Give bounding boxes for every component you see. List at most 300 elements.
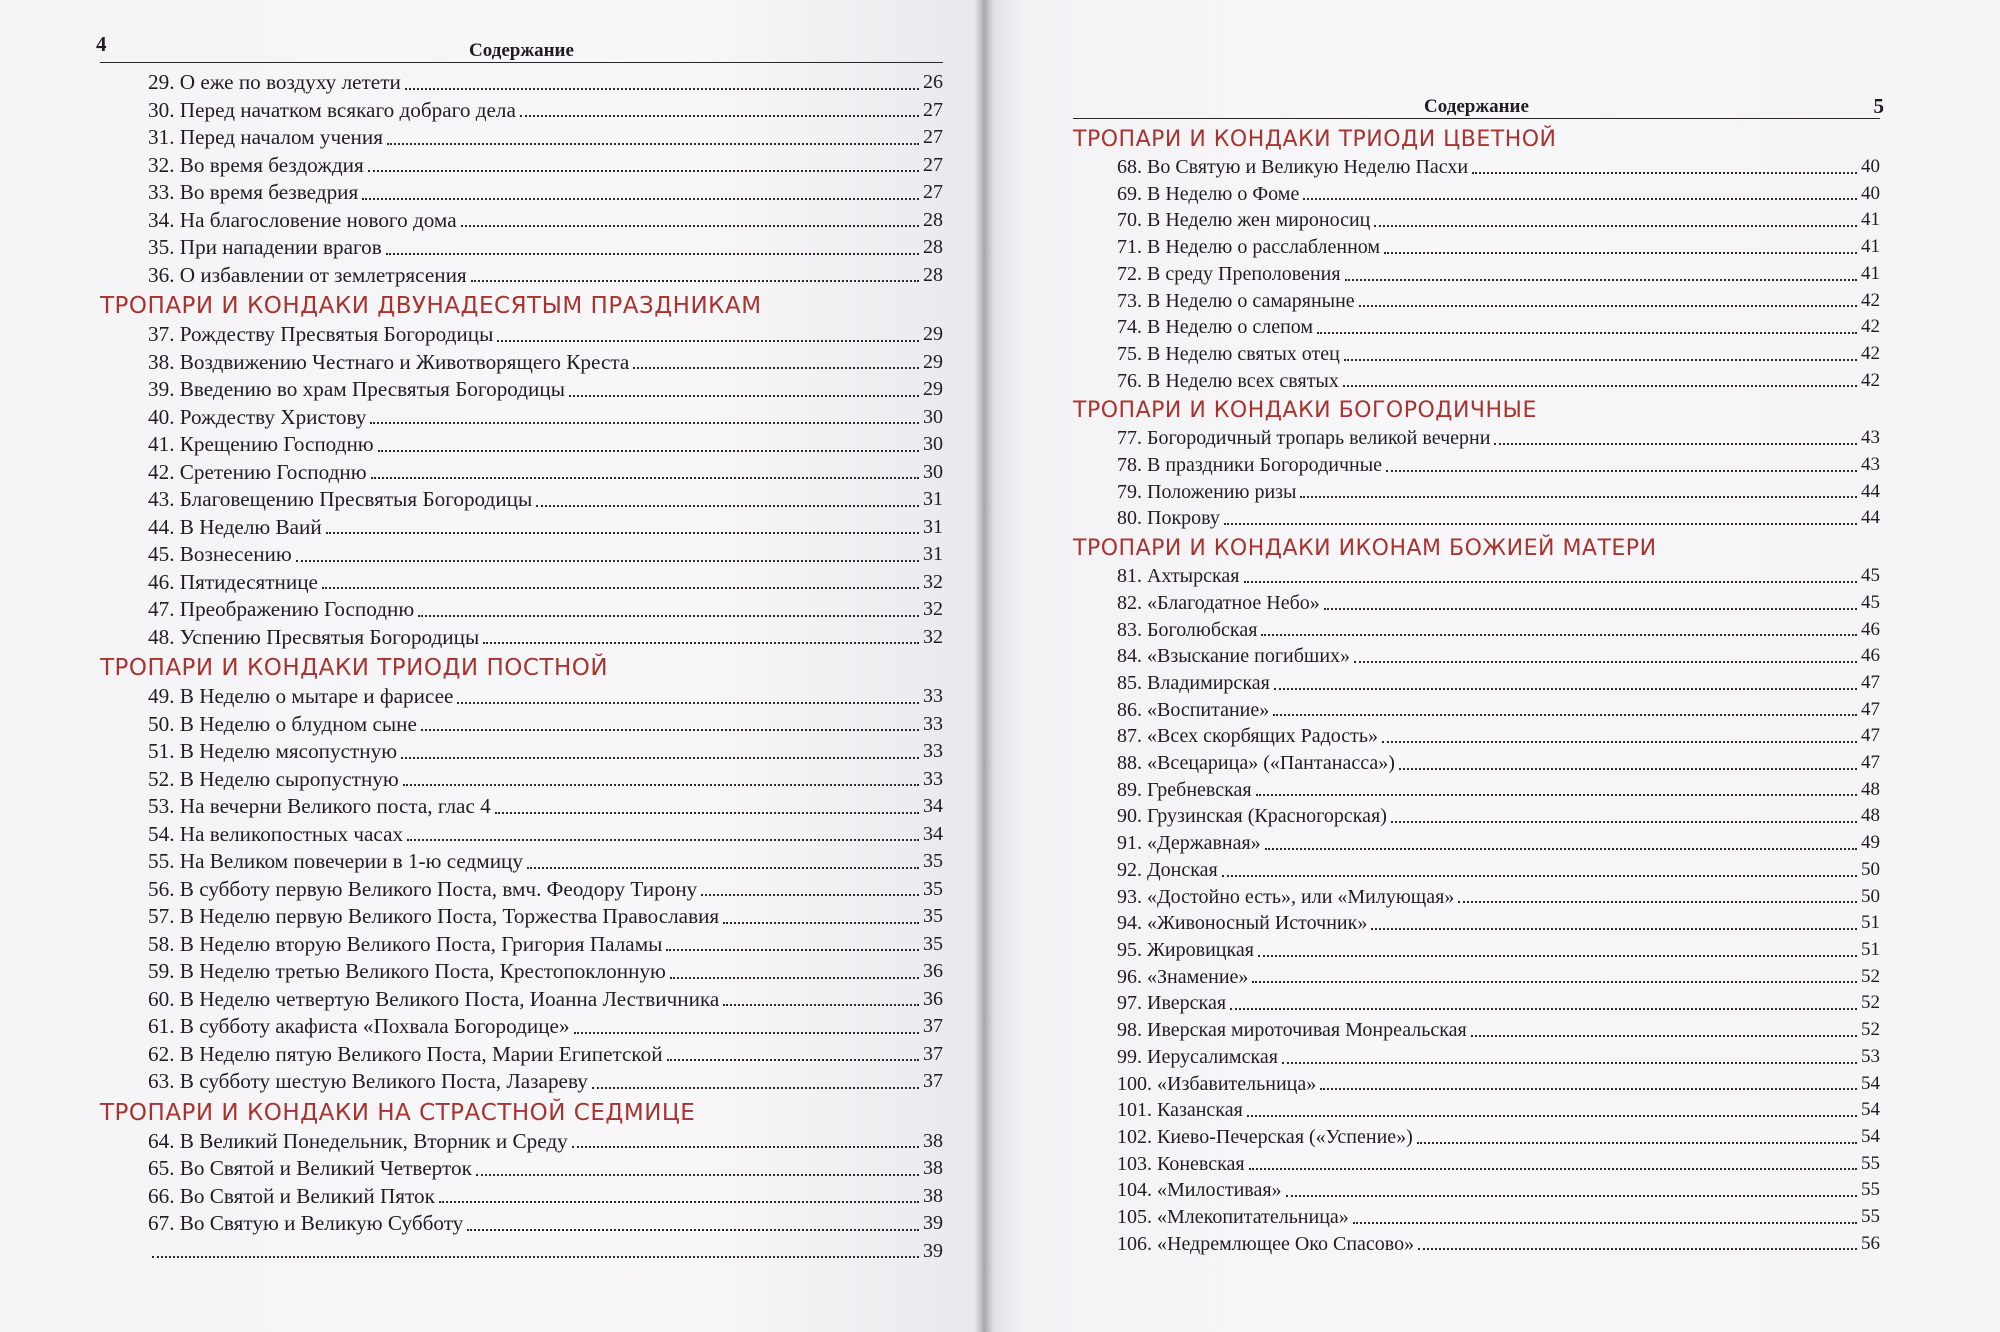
toc-entry-page: 34 <box>923 795 943 817</box>
page-header <box>1073 88 1884 119</box>
toc-entry-title: 34. На благословение нового дома <box>148 207 457 232</box>
toc-entry-page: 28 <box>923 208 943 231</box>
toc-entry-page: 29 <box>923 323 943 345</box>
toc-entry[interactable] <box>100 931 943 959</box>
toc-entry-title: 58. В Неделю вторую Великого Поста, Григория Паламы <box>148 931 663 956</box>
toc-entry-title: 64. В Великий Понедельник, Вторник и Среду <box>148 1128 568 1153</box>
toc-entry[interactable] <box>100 376 943 404</box>
dot-leader <box>701 894 919 896</box>
toc-entry[interactable] <box>100 404 943 432</box>
toc-entry-title: 29. О еже по воздуху летети <box>148 70 401 94</box>
toc-entry-title: 80. Покрову <box>1117 507 1220 530</box>
toc-entry[interactable] <box>1073 697 1880 724</box>
dot-leader <box>1458 901 1857 903</box>
toc-entry[interactable] <box>1073 207 1880 234</box>
toc-entry-title: 99. Иерусалимская <box>1117 1045 1278 1068</box>
left-page <box>0 0 983 1332</box>
toc-entry-page: 52 <box>1861 965 1880 987</box>
toc-entry-page: 28 <box>923 236 943 258</box>
toc-entry-title: 100. «Избавительница» <box>1117 1072 1317 1095</box>
toc-entry[interactable] <box>100 1128 943 1156</box>
toc-entry-title: 77. Богородичный тропарь великой вечерни <box>1117 427 1491 450</box>
header-title: Содержание <box>469 40 574 61</box>
toc-entry-title: 63. В субботу шестую Великого Поста, Лазареву <box>148 1069 588 1093</box>
toc-entry-title: 50. В Неделю о блудном сыне <box>148 711 417 736</box>
toc-entry[interactable] <box>1073 234 1880 261</box>
dot-leader <box>592 1087 919 1089</box>
toc-entry-page: 35 <box>923 905 943 927</box>
toc-entry-page: 42 <box>1861 316 1880 338</box>
toc-entry-page: 35 <box>923 877 943 900</box>
page-number: 4 <box>96 32 107 56</box>
toc-entry-page: 27 <box>923 98 943 121</box>
toc-entry-title: 79. Положению ризы <box>1117 480 1297 503</box>
toc-entry-title: 82. «Благодатное Небо» <box>1117 591 1320 614</box>
section-heading: ТРОПАРИ И КОНДАКИ ТРИОДИ ЦВЕТНОЙ <box>1073 127 1557 152</box>
toc-entry[interactable] <box>1073 643 1880 670</box>
table-of-contents <box>1073 127 1880 1257</box>
toc-entry-title: 101. Казанская <box>1117 1099 1243 1122</box>
toc-entry[interactable] <box>100 207 943 235</box>
toc-entry[interactable] <box>100 1013 943 1041</box>
toc-entry[interactable] <box>1073 505 1880 532</box>
dot-leader <box>1317 332 1857 334</box>
toc-entry-title: 83. Боголюбская <box>1117 618 1258 641</box>
dot-leader <box>476 1174 919 1176</box>
dot-leader <box>497 340 919 342</box>
toc-entry-page: 26 <box>923 71 943 93</box>
toc-entry[interactable] <box>100 596 943 624</box>
section-heading: ТРОПАРИ И КОНДАКИ ИКОНАМ БОЖИЕЙ МАТЕРИ <box>1073 536 1657 562</box>
toc-entry-title: 48. Успению Пресвятыя Богородицы <box>148 624 480 649</box>
toc-entry[interactable] <box>1073 617 1880 644</box>
toc-entry-title: 51. В Неделю мясопустную <box>148 739 398 763</box>
dot-leader <box>569 395 919 397</box>
toc-entry[interactable] <box>100 766 943 794</box>
toc-entry-page: 40 <box>1861 156 1880 177</box>
toc-entry-page: 48 <box>1861 805 1880 827</box>
toc-entry-title: 32. Во время бездождия <box>148 152 364 177</box>
toc-entry-page: 33 <box>923 767 943 790</box>
dot-leader <box>1494 443 1857 445</box>
toc-entry-page: 43 <box>1861 427 1880 449</box>
toc-entry[interactable] <box>1073 479 1880 506</box>
toc-entry-title: 47. Преображению Господню <box>148 597 415 621</box>
toc-entry[interactable] <box>100 541 943 569</box>
toc-entry[interactable] <box>100 124 943 152</box>
dot-leader <box>1324 608 1857 610</box>
toc-entry[interactable] <box>1073 1017 1880 1044</box>
dot-leader <box>723 1004 919 1006</box>
dot-leader <box>1261 634 1857 636</box>
toc-entry-title: 76. В Неделю всех святых <box>1117 369 1339 392</box>
toc-entry-title: 49. В Неделю о мытаре и фарисее <box>148 684 454 708</box>
toc-entry[interactable] <box>1073 341 1880 368</box>
page-number: 5 <box>1873 94 1884 118</box>
toc-entry-page: 38 <box>923 1184 943 1207</box>
toc-entry[interactable] <box>1073 314 1880 341</box>
dot-leader <box>1282 1062 1857 1064</box>
toc-entry[interactable] <box>100 321 943 349</box>
toc-entry-title: 106. «Недремлющее Око Спасово» <box>1117 1232 1415 1255</box>
toc-entry-title: 59. В Неделю третью Великого Поста, Крестопоклонную <box>148 959 666 983</box>
toc-entry-title: 69. В Неделю о Фоме <box>1117 182 1300 205</box>
toc-entry[interactable] <box>100 1155 943 1183</box>
section-heading: ТРОПАРИ И КОНДАКИ НА СТРАСТНОЙ СЕДМИЦЕ <box>100 1099 696 1126</box>
toc-entry[interactable] <box>100 1041 943 1069</box>
toc-entry[interactable] <box>100 821 943 849</box>
toc-entry-title: 71. В Неделю о расслабленном <box>1117 236 1381 259</box>
toc-entry[interactable] <box>100 848 943 876</box>
toc-entry-page: 45 <box>1861 565 1880 587</box>
toc-entry[interactable] <box>100 683 943 711</box>
dot-leader <box>1371 928 1857 930</box>
toc-entry-title: 56. В субботу первую Великого Поста, вмч. Феодору Тирону <box>148 876 698 901</box>
dot-leader <box>326 532 919 534</box>
toc-entry-page: 47 <box>1861 725 1880 747</box>
toc-entry[interactable] <box>1073 181 1880 208</box>
toc-entry-title: 98. Иверская мироточивая Монреальская <box>1117 1019 1467 1042</box>
dot-leader <box>386 253 919 255</box>
dot-leader <box>403 784 919 786</box>
toc-entry-page: 56 <box>1861 1232 1880 1254</box>
toc-entry-page: 36 <box>923 960 943 982</box>
toc-entry-title: 30. Перед начатком всякаго добраго дела <box>148 97 516 122</box>
dot-leader <box>387 143 919 145</box>
dot-leader <box>371 477 919 479</box>
toc-entry[interactable] <box>1073 288 1880 315</box>
toc-entry[interactable] <box>1073 857 1880 884</box>
toc-entry-page: 33 <box>923 712 943 735</box>
toc-entry-page: 40 <box>1861 182 1880 204</box>
toc-entry[interactable] <box>100 486 943 514</box>
toc-entry[interactable] <box>1073 990 1880 1017</box>
toc-entry-page: 55 <box>1861 1206 1880 1228</box>
toc-entry-page: 31 <box>923 515 943 538</box>
dot-leader <box>378 450 919 452</box>
dot-leader <box>572 1146 919 1148</box>
toc-entry-page: 30 <box>923 405 943 428</box>
toc-entry-title: 68. Во Святую и Великую Неделю Пасхи <box>1117 156 1469 178</box>
toc-entry-title: 73. В Неделю о самаряныне <box>1117 289 1355 312</box>
toc-entry-title: 37. Рождеству Пресвятыя Богородицы <box>148 322 494 346</box>
toc-entry-page: 51 <box>1861 938 1880 960</box>
toc-entry[interactable] <box>100 1068 943 1096</box>
dot-leader <box>1417 1142 1857 1144</box>
toc-entry[interactable] <box>100 876 943 904</box>
toc-entry-title: 85. Владимирская <box>1117 671 1270 694</box>
toc-entry[interactable] <box>1073 964 1880 991</box>
dot-leader <box>1382 741 1857 743</box>
toc-entry[interactable] <box>1073 830 1880 857</box>
toc-entry-title: 36. О избавлении от землетрясения <box>148 262 467 287</box>
dot-leader <box>1359 305 1857 307</box>
dot-leader <box>152 1256 919 1258</box>
toc-entry[interactable] <box>1073 1071 1880 1098</box>
dot-leader <box>1249 1168 1857 1170</box>
toc-entry[interactable] <box>1073 723 1880 750</box>
toc-entry-page: 35 <box>923 932 943 955</box>
toc-entry[interactable] <box>1073 884 1880 911</box>
toc-entry-title: 52. В Неделю сыропустную <box>148 766 399 791</box>
toc-entry-page: 55 <box>1861 1179 1880 1201</box>
toc-entry[interactable] <box>1073 777 1880 804</box>
dot-leader <box>574 1032 919 1034</box>
dot-leader <box>457 702 919 704</box>
toc-entry-title: 93. «Достойно есть», или «Милующая» <box>1117 885 1455 908</box>
toc-entry-title: 97. Иверская <box>1117 992 1227 1015</box>
toc-entry-title: 57. В Неделю первую Великого Поста, Торжества Православия <box>148 904 720 928</box>
toc-entry-title: 70. В Неделю жен мироносиц <box>1117 209 1371 232</box>
toc-entry[interactable] <box>1073 1231 1880 1258</box>
toc-entry-title: 81. Ахтырская <box>1117 565 1240 588</box>
page-header <box>96 32 943 63</box>
toc-entry-title: 74. В Неделю о слепом <box>1117 316 1314 339</box>
toc-entry-page: 47 <box>1861 698 1880 720</box>
toc-entry-page: 27 <box>923 181 943 203</box>
toc-entry[interactable] <box>1073 1124 1880 1151</box>
dot-leader <box>520 115 919 117</box>
toc-entry[interactable] <box>1073 563 1880 590</box>
toc-entry-page: 35 <box>923 850 943 872</box>
dot-leader <box>1300 496 1857 498</box>
dot-leader <box>471 280 919 282</box>
toc-entry-title: 33. Во время безведрия <box>148 180 359 204</box>
toc-entry-page: 50 <box>1861 885 1880 907</box>
toc-entry-title: 102. Киево-Печерская («Успение») <box>1117 1125 1413 1148</box>
toc-entry-title: 94. «Живоносный Источник» <box>1117 912 1368 935</box>
toc-entry-page: 45 <box>1861 591 1880 613</box>
toc-entry-page: 44 <box>1861 480 1880 502</box>
dot-leader <box>1344 359 1857 361</box>
toc-entry-page: 46 <box>1861 645 1880 667</box>
dot-leader <box>1384 252 1857 254</box>
dot-leader <box>461 225 919 227</box>
toc-entry-page: 51 <box>1861 912 1880 934</box>
toc-entry[interactable] <box>100 903 943 931</box>
toc-entry[interactable] <box>1073 1204 1880 1231</box>
dot-leader <box>667 1059 919 1061</box>
toc-entry-page: 27 <box>923 153 943 176</box>
toc-entry[interactable] <box>100 431 943 459</box>
toc-entry[interactable] <box>1073 670 1880 697</box>
toc-entry-page: 38 <box>923 1129 943 1152</box>
dot-leader <box>1471 1035 1857 1037</box>
toc-entry[interactable] <box>100 624 943 652</box>
dot-leader <box>401 757 919 759</box>
toc-entry-page: 29 <box>923 378 943 400</box>
toc-entry-page: 44 <box>1861 507 1880 529</box>
toc-entry-page: 47 <box>1861 671 1880 693</box>
dot-leader <box>1399 768 1857 770</box>
toc-entry-title: 103. Коневская <box>1117 1152 1245 1175</box>
dot-leader <box>439 1201 919 1203</box>
section-heading: ТРОПАРИ И КОНДАКИ ДВУНАДЕСЯТЫМ ПРАЗДНИКАМ <box>100 293 762 319</box>
toc-entry-title: 91. «Державная» <box>1117 832 1261 855</box>
toc-entry[interactable] <box>1073 590 1880 617</box>
toc-entry-page: 39 <box>923 1212 943 1234</box>
dot-leader <box>723 922 919 924</box>
dot-leader <box>1244 581 1858 583</box>
toc-entry[interactable] <box>100 459 943 487</box>
toc-entry-page: 54 <box>1861 1072 1880 1094</box>
dot-leader <box>1258 955 1857 957</box>
toc-entry-page: 54 <box>1861 1099 1880 1121</box>
dot-leader <box>1247 1115 1857 1117</box>
toc-entry[interactable] <box>1073 910 1880 937</box>
dot-leader <box>1345 279 1857 281</box>
toc-entry-page: 33 <box>923 740 943 762</box>
toc-entry[interactable] <box>100 569 943 597</box>
dot-leader <box>1265 848 1857 850</box>
toc-entry[interactable] <box>100 1210 943 1238</box>
dot-leader <box>405 88 919 90</box>
toc-entry[interactable] <box>100 152 943 180</box>
toc-entry[interactable] <box>100 97 943 125</box>
toc-entry-title: 39. Введению во храм Пресвятыя Богородицы <box>148 377 565 401</box>
toc-entry-title: 66. Во Святой и Великий Пяток <box>148 1183 435 1208</box>
dot-leader <box>483 642 919 644</box>
toc-entry-title: 45. Вознесению <box>148 542 292 566</box>
header-title: Содержание <box>1424 96 1529 117</box>
toc-entry[interactable] <box>100 234 943 262</box>
toc-entry-page: 41 <box>1861 262 1880 284</box>
toc-entry-title: 60. В Неделю четвертую Великого Поста, Иоанна Лествичника <box>148 986 720 1011</box>
dot-leader <box>370 422 919 424</box>
toc-entry-title: 95. Жировицкая <box>1117 938 1254 961</box>
toc-entry-page: 43 <box>1861 454 1880 476</box>
dot-leader <box>1343 385 1857 387</box>
toc-entry-title: 67. Во Святую и Великую Субботу <box>148 1211 464 1235</box>
toc-entry-page: 34 <box>923 822 943 845</box>
toc-entry[interactable] <box>1073 1151 1880 1178</box>
dot-leader <box>536 505 919 507</box>
dot-leader <box>1353 1222 1857 1224</box>
toc-entry[interactable] <box>100 69 943 97</box>
toc-entry[interactable] <box>100 986 943 1014</box>
right-page <box>983 0 2000 1332</box>
toc-entry-page: 31 <box>923 543 943 565</box>
toc-entry-title: 61. В субботу акафиста «Похвала Богородице» <box>148 1014 570 1038</box>
toc-entry-page: 28 <box>923 263 943 286</box>
dot-leader <box>1320 1088 1857 1090</box>
toc-entry[interactable] <box>1073 1044 1880 1071</box>
toc-entry-title: 88. «Всецарица» («Пантанасса») <box>1117 752 1395 775</box>
toc-entry[interactable] <box>1073 452 1880 479</box>
toc-entry-title: 105. «Млекопитательница» <box>1117 1206 1349 1229</box>
toc-entry-page: 42 <box>1861 289 1880 311</box>
toc-entry[interactable] <box>100 262 943 290</box>
toc-entry-title: 65. Во Святой и Великий Четверток <box>148 1156 472 1180</box>
toc-entry[interactable] <box>1073 425 1880 452</box>
toc-entry-page: 41 <box>1861 236 1880 258</box>
toc-entry-title: 38. Воздвижению Честнаго и Животворящего Креста <box>148 349 630 374</box>
toc-entry-title: 40. Рождеству Христову <box>148 404 367 429</box>
toc-entry-page: 41 <box>1861 209 1880 231</box>
toc-entry[interactable] <box>100 1238 943 1266</box>
toc-entry-page: 39 <box>923 1239 943 1262</box>
dot-leader <box>666 949 919 951</box>
toc-entry-title: 43. Благовещению Пресвятыя Богородицы <box>148 487 533 511</box>
toc-entry-page: 49 <box>1861 832 1880 854</box>
dot-leader <box>1303 198 1857 200</box>
dot-leader <box>1230 1008 1857 1010</box>
toc-entry-title: 53. На вечерни Великого поста, глас 4 <box>148 794 491 818</box>
toc-entry-title: 75. В Неделю святых отец <box>1117 342 1340 365</box>
toc-entry-page: 55 <box>1861 1152 1880 1174</box>
toc-entry[interactable] <box>1073 154 1880 181</box>
toc-entry[interactable] <box>100 179 943 207</box>
toc-entry[interactable] <box>100 514 943 542</box>
toc-entry[interactable] <box>1073 803 1880 830</box>
dot-leader <box>527 867 919 869</box>
dot-leader <box>1286 1195 1857 1197</box>
toc-entry-title: 62. В Неделю пятую Великого Поста, Марии Египетской <box>148 1041 663 1066</box>
toc-entry-page: 38 <box>923 1157 943 1179</box>
toc-entry-page: 48 <box>1861 778 1880 800</box>
dot-leader <box>633 367 919 369</box>
dot-leader <box>1252 981 1857 983</box>
dot-leader <box>670 977 919 979</box>
toc-entry-title: 46. Пятидесятнице <box>148 569 318 594</box>
dot-leader <box>1418 1248 1857 1250</box>
toc-entry-page: 53 <box>1861 1045 1880 1067</box>
toc-entry-page: 30 <box>923 433 943 455</box>
dot-leader <box>495 812 919 814</box>
toc-entry[interactable] <box>1073 1097 1880 1124</box>
toc-entry-page: 31 <box>923 488 943 510</box>
section-heading: ТРОПАРИ И КОНДАКИ БОГОРОДИЧНЫЕ <box>1073 398 1537 424</box>
toc-entry[interactable] <box>1073 1177 1880 1204</box>
toc-entry[interactable] <box>1073 937 1880 964</box>
toc-entry[interactable] <box>100 738 943 766</box>
toc-entry[interactable] <box>1073 368 1880 395</box>
toc-entry-title: 31. Перед началом учения <box>148 125 383 149</box>
dot-leader <box>1374 225 1857 227</box>
toc-entry-page: 52 <box>1861 1019 1880 1041</box>
toc-entry-title: 89. Гребневская <box>1117 778 1252 801</box>
toc-entry[interactable] <box>100 349 943 377</box>
toc-entry-page: 30 <box>923 460 943 483</box>
toc-entry-page: 37 <box>923 1015 943 1037</box>
toc-entry-title: 92. Донская <box>1117 858 1218 881</box>
toc-entry[interactable] <box>100 1183 943 1211</box>
toc-entry[interactable] <box>1073 261 1880 288</box>
toc-entry[interactable] <box>1073 750 1880 777</box>
toc-entry[interactable] <box>100 711 943 739</box>
toc-entry-page: 52 <box>1861 992 1880 1014</box>
toc-entry[interactable] <box>100 793 943 821</box>
toc-entry-page: 37 <box>923 1042 943 1065</box>
toc-entry[interactable] <box>100 958 943 986</box>
dot-leader <box>1354 661 1857 663</box>
dot-leader <box>421 729 919 731</box>
dot-leader <box>1224 523 1857 525</box>
table-of-contents <box>100 69 943 1265</box>
dot-leader <box>1256 794 1857 796</box>
dot-leader <box>362 198 919 200</box>
dot-leader <box>467 1229 919 1231</box>
dot-leader <box>1222 875 1857 877</box>
dot-leader <box>1386 470 1857 472</box>
toc-entry-title: 84. «Взыскание погибших» <box>1117 645 1351 668</box>
dot-leader <box>1391 821 1857 823</box>
toc-entry-page: 32 <box>923 598 943 620</box>
toc-entry-title: 87. «Всех скорбящих Радость» <box>1117 725 1379 748</box>
dot-leader <box>407 839 919 841</box>
dot-leader <box>322 587 919 589</box>
toc-entry-page: 33 <box>923 685 943 707</box>
